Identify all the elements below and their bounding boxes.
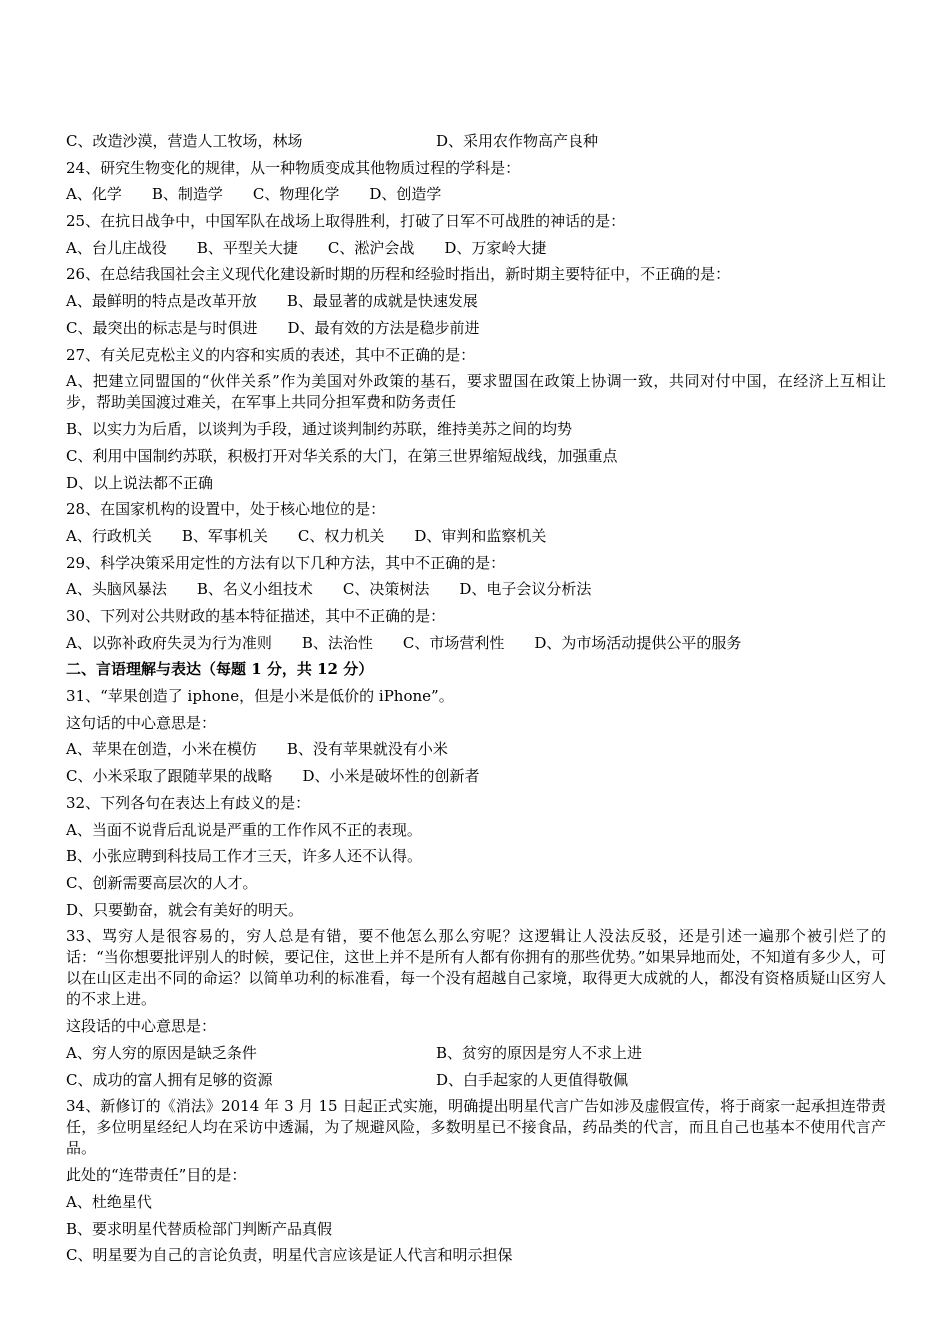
text-line: 25、在抗日战争中，中国军队在战场上取得胜利，打破了日军不可战胜的神话的是：: [66, 212, 626, 231]
option-item: D、万家岭大捷: [444, 238, 547, 257]
option-item: A、化学: [66, 185, 122, 204]
text-line: A、杜绝星代: [66, 1193, 152, 1211]
options-row: [66, 1067, 886, 1094]
text-line: C、明星要为自己的言论负责，明星代言应该是证人代言和明示担保: [66, 1246, 513, 1265]
text-line: 27、有关尼克松主义的内容和实质的表述，其中不正确的是：: [66, 345, 476, 364]
text-line: D、以上说法都不正确: [66, 473, 214, 492]
text-line: 24、研究生物变化的规律，从一种物质变成其他物质过程的学科是：: [66, 158, 521, 177]
option-item: B、法治性: [301, 633, 373, 652]
option-item: C、权力机关: [297, 526, 385, 545]
section-heading: 二、言语理解与表达（每题 1 分，共 12 分）: [66, 660, 374, 679]
option-item: B、贫穷的原因是穷人不求上进: [436, 1043, 643, 1062]
option-item: C、改造沙漠，营造人工牧场，林场: [66, 132, 303, 150]
option-item: C、市场营利性: [402, 633, 505, 652]
options-row: [66, 630, 886, 657]
options-row: [66, 128, 886, 155]
option-item: D、审判和监察机关: [414, 526, 547, 545]
option-item: A、头脑风暴法: [66, 580, 167, 599]
option-item: C、成功的富人拥有足够的资源: [66, 1070, 273, 1089]
paragraph: A、把建立同盟国的“伙伴关系”作为美国对外政策的基石，要求盟国在政策上协调一致，共同对付中国，在经济上互相让步，帮助美国渡过难关，在军事上共同分担军费和防务责任: [66, 372, 886, 412]
text-line: 26、在总结我国社会主义现代化建设新时期的历程和经验时指出，新时期主要特征中，不正确的是：: [66, 265, 731, 284]
text-line: B、要求明星代替质检部门判断产品真假: [66, 1219, 333, 1238]
options-row: [66, 523, 886, 550]
option-item: C、淞沪会战: [327, 238, 415, 257]
option-item: D、为市场活动提供公平的服务: [534, 633, 742, 652]
option-item: A、台儿庄战役: [66, 238, 167, 257]
text-line: C、创新需要高层次的人才。: [66, 873, 258, 892]
option-item: D、电子会议分析法: [459, 580, 592, 599]
option-item: D、白手起家的人更值得敬佩: [436, 1070, 629, 1089]
text-line: D、只要勤奋，就会有美好的明天。: [66, 900, 304, 919]
option-item: A、穷人穷的原因是缺乏条件: [66, 1043, 257, 1062]
text-line: 30、下列对公共财政的基本特征描述，其中不正确的是：: [66, 607, 446, 625]
option-item: B、制造学: [151, 185, 223, 204]
paragraph: 33、骂穷人是很容易的，穷人总是有错，要不他怎么那么穷呢？这逻辑让人没法反驳，还是引述一遍那个被引烂了的话：“当你想要批评别人的时候，要记住，这世上并不是所有人都有你拥有的那些优势。”如果异地而处，不知道有多少人，可以在山区走出不同的命运？以简单功利的标准看，每一个没有超越自己家境，取得更大成就的人，都没有资格质疑山区穷人的不求上进。: [66, 927, 886, 1009]
option-item: B、平型关大捷: [196, 238, 298, 257]
option-item: B、军事机关: [181, 526, 268, 545]
text-line: 这段话的中心意思是：: [66, 1017, 217, 1036]
options-row: [66, 736, 886, 763]
text-line: B、小张应聘到科技局工作才三天，许多人还不认得。: [66, 847, 423, 866]
option-item: B、名义小组技术: [196, 580, 313, 599]
option-item: D、小米是破坏性的创新者: [302, 767, 480, 786]
option-item: D、采用农作物高产良种: [436, 132, 599, 150]
text-line: 这句话的中心意思是：: [66, 713, 217, 732]
option-item: C、小米采取了跟随苹果的战略: [66, 767, 273, 786]
option-item: D、创造学: [369, 185, 442, 204]
options-row: [66, 576, 886, 603]
option-item: B、最显著的成就是快速发展: [286, 292, 478, 311]
option-item: C、物理化学: [252, 185, 340, 204]
text-line: B、以实力为后盾，以谈判为手段，通过谈判制约苏联，维持美苏之间的均势: [66, 420, 573, 439]
option-item: A、以弥补政府失灵为行为准则: [66, 633, 272, 652]
option-item: C、决策树法: [342, 580, 430, 599]
text-line: 29、科学决策采用定性的方法有以下几种方法，其中不正确的是：: [66, 553, 506, 572]
text-line: 31、“苹果创造了 iphone，但是小米是低价的 iPhone”。: [66, 687, 454, 706]
options-row: [66, 181, 886, 208]
option-item: B、没有苹果就没有小米: [286, 740, 448, 759]
option-item: A、苹果在创造，小米在模仿: [66, 740, 257, 759]
text-line: C、利用中国制约苏联，积极打开对华关系的大门，在第三世界缩短战线，加强重点: [66, 446, 618, 465]
text-line: 此处的“连带责任”目的是：: [66, 1166, 247, 1185]
text-line: A、当面不说背后乱说是严重的工作作风不正的表现。: [66, 820, 422, 839]
option-item: A、行政机关: [66, 526, 152, 545]
paragraph: 34、新修订的《消法》2014 年 3 月 15 日起正式实施，明确提出明星代言广告如涉及虚假宣传，将于商家一起承担连带责任，多位明星经纪人均在采访中透漏，为了规避风险，多数明星已不接食品，药品类的代言，而且自己也基本不使用代言产品。: [66, 1097, 886, 1158]
options-row: [66, 1040, 886, 1067]
options-row: [66, 315, 886, 342]
options-row: [66, 235, 886, 262]
option-item: D、最有效的方法是稳步前进: [287, 318, 480, 337]
text-line: 32、下列各句在表达上有歧义的是：: [66, 793, 311, 812]
option-item: C、最突出的标志是与时俱进: [66, 318, 258, 337]
options-row: [66, 288, 886, 315]
exam-content: [66, 128, 886, 1269]
text-line: 28、在国家机构的设置中，处于核心地位的是：: [66, 500, 386, 519]
options-row: [66, 763, 886, 790]
option-item: A、最鲜明的特点是改革开放: [66, 292, 257, 311]
